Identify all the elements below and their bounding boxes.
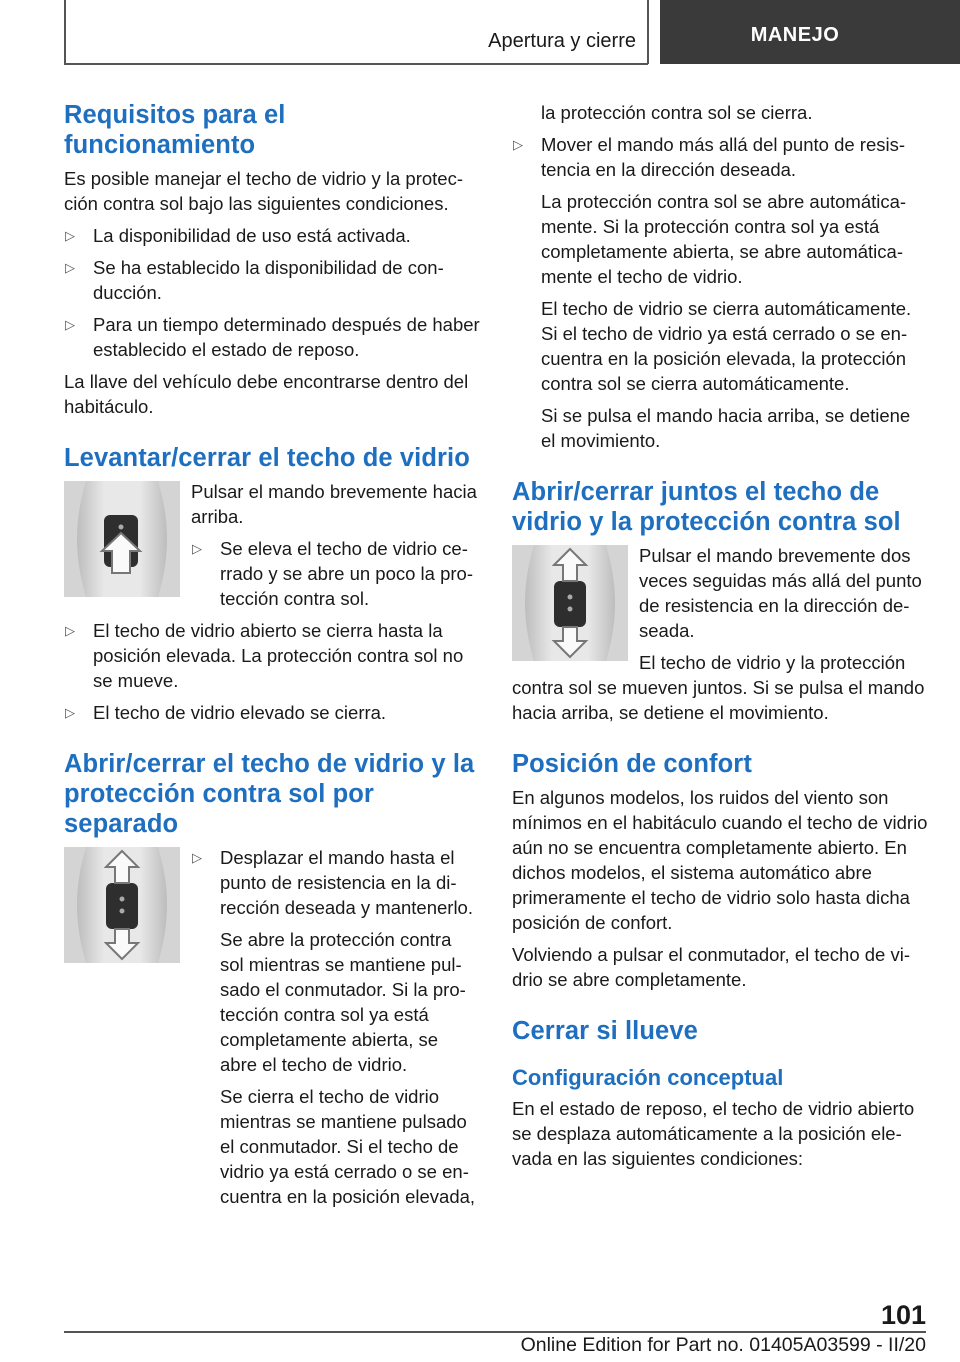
figure-row — [64, 479, 480, 618]
paragraph: El techo de vidrio se cierra automáticamente. Si el techo de vidrio ya está cerrado o se encuentra en la posición elevada, la protección contra sol se cierra automáticamente. — [541, 298, 912, 394]
list-item: ▷ El techo de vidrio abierto se cierra hasta la posición elevada. La protección contra sol no se mueve. — [65, 620, 464, 691]
paragraph: En algunos modelos, los ruidos del viento son mínimos en el habitáculo cuando el techo de vidrio aún no se encuentra completamente abierto. En dichos modelos, el sistema automático abre primeramente el techo de vidrio solo hasta dicha posición de confort. — [512, 787, 928, 933]
section-title-separado: Abrir/cerrar el techo de vidrio y la protección contra sol por separado — [64, 750, 475, 838]
paragraph: La protección contra sol se abre automáticamente. Si la protección contra sol ya está completamente abierta, se abre automáticamente el techo de vidrio. — [541, 191, 907, 287]
bullet-triangle-icon: ▷ — [65, 260, 75, 275]
paragraph: Se abre la protección contra sol mientras se mantiene pulsado el conmutador. Si la protección contra sol ya está completamente abierta, se abre el techo de vidrio. — [220, 929, 466, 1075]
bullet-triangle-icon: ▷ — [192, 850, 202, 865]
header-bottom-rule — [64, 63, 648, 65]
section-title-requisitos: Requisitos para el funcionamiento — [64, 101, 286, 159]
paragraph: En el estado de reposo, el techo de vidrio abierto se desplaza automáticamente a la posición elevada en las siguientes condiciones: — [512, 1098, 915, 1169]
right-column — [512, 100, 928, 1178]
bullet-triangle-icon: ▷ — [65, 317, 75, 332]
list-item: ▷ Se eleva el techo de vidrio cerrado y se abre un poco la protección contra sol. — [192, 538, 473, 609]
list-item: ▷ El techo de vidrio elevado se cierra. — [65, 702, 387, 723]
footer-rule — [64, 1331, 926, 1333]
chapter-label: MANEJO — [750, 23, 840, 46]
switch-up-illustration — [64, 481, 180, 597]
footer-edition: Online Edition for Part no. 01405A03599 - II/20 — [520, 1334, 926, 1356]
bullet-triangle-icon: ▷ — [513, 137, 523, 152]
paragraph: Volviendo a pulsar el conmutador, el techo de vidrio se abre completamente. — [512, 944, 911, 990]
paragraph: La llave del vehículo debe encontrarse dentro del habitáculo. — [64, 371, 469, 417]
bullet-triangle-icon: ▷ — [65, 705, 75, 720]
paragraph: Es posible manejar el techo de vidrio y la protección contra sol bajo las siguientes condiciones. — [64, 168, 463, 214]
figure-row — [64, 845, 480, 1216]
list-item: ▷ La disponibilidad de uso está activada. — [65, 225, 411, 246]
section-title-lluvia: Cerrar si llueve — [512, 1017, 698, 1045]
subsection-title-configuracion: Configuración conceptual — [512, 1065, 784, 1090]
list-item: ▷ Mover el mando más allá del punto de resistencia en la dirección deseada. — [513, 134, 906, 180]
section-title-confort: Posición de confort — [512, 750, 752, 778]
list-item: ▷ Se ha establecido la disponibilidad de conducción. — [65, 257, 444, 303]
header-separator — [647, 0, 649, 64]
paragraph: Pulsar el mando brevemente dos veces seguidas más allá del punto de resistencia en la dirección deseada. — [639, 545, 922, 641]
paragraph: El techo de vidrio y la protección — [639, 652, 906, 673]
list-item: ▷ Para un tiempo determinado después de haber establecido el estado de reposo. — [65, 314, 480, 360]
paragraph: Si se pulsa el mando hacia arriba, se detiene el movimiento. — [541, 405, 911, 451]
switch-double-press-illustration — [512, 545, 628, 661]
paragraph: Se cierra el techo de vidrio mientras se mantiene pulsado el conmutador. Si el techo de vidrio ya está cerrado o se encuentra en la posición elevada, — [220, 1086, 476, 1207]
header-left-rule — [64, 0, 66, 64]
paragraph: Pulsar el mando brevemente hacia arriba. — [191, 481, 477, 527]
header-section-title: Apertura y cierre — [488, 30, 636, 52]
section-title-juntos: Abrir/cerrar juntos el techo de vidrio y la protección contra sol — [512, 478, 901, 536]
bullet-triangle-icon: ▷ — [65, 623, 75, 638]
bullet-triangle-icon: ▷ — [192, 541, 202, 556]
page-number: 101 — [880, 1300, 926, 1330]
bullet-triangle-icon: ▷ — [65, 228, 75, 243]
switch-up-down-illustration — [64, 847, 180, 963]
section-title-levantar: Levantar/cerrar el techo de vidrio — [64, 444, 470, 472]
header-chapter-tab[interactable] — [660, 0, 960, 64]
left-column — [64, 100, 480, 1216]
paragraph: la protección contra sol se cierra. — [541, 102, 813, 123]
list-item: ▷ Desplazar el mando hasta el punto de resistencia en la dirección deseada y mantenerlo. — [192, 847, 473, 918]
paragraph: contra sol se mueven juntos. Si se pulsa el mando hacia arriba, se detiene el movimiento. — [512, 677, 925, 723]
figure-row — [512, 543, 928, 675]
